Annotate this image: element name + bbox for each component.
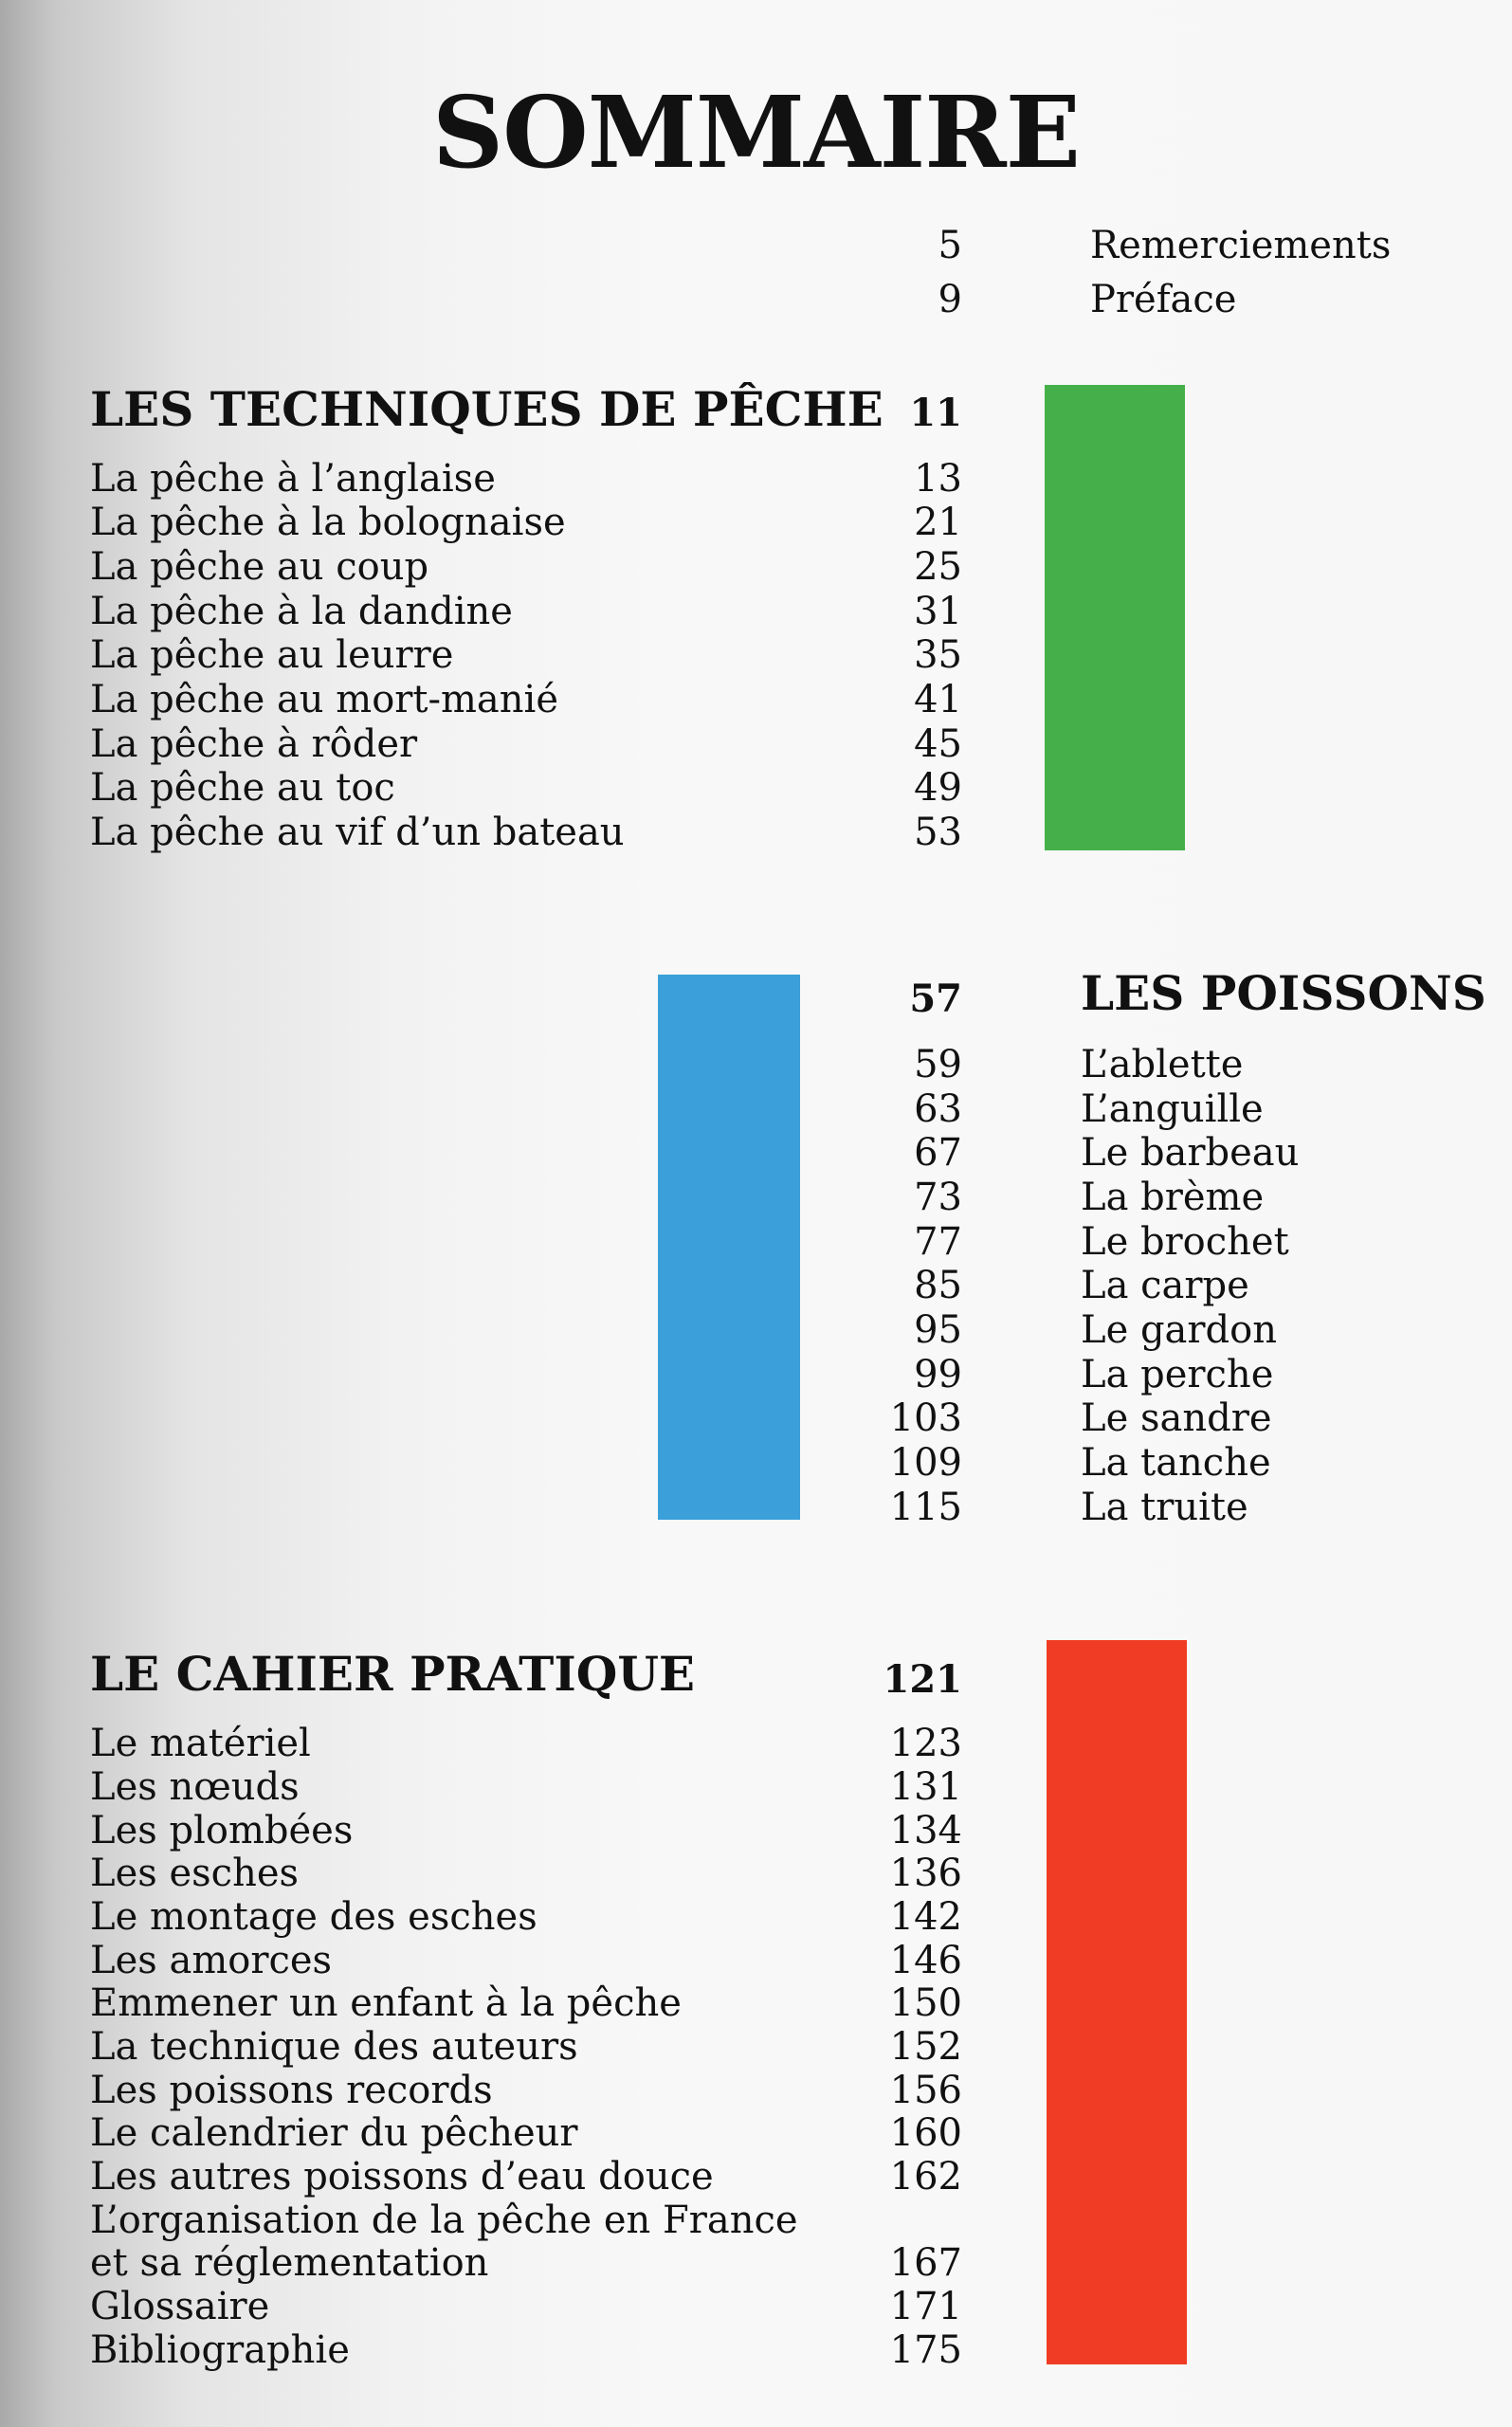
toc-item-page: 134 [889, 1809, 962, 1852]
toc-item-page [853, 2199, 962, 2243]
toc-item-label[interactable]: Les autres poissons d’eau douce [90, 2155, 714, 2199]
toc-item-label[interactable]: La carpe [1081, 1264, 1249, 1307]
toc-item-label[interactable]: Les amorces [90, 1939, 333, 1982]
toc-item-label[interactable]: La pêche au leurre [90, 633, 454, 677]
toc-item-label[interactable]: La pêche à l’anglaise [90, 457, 496, 501]
toc-item-label[interactable]: Les esches [90, 1852, 300, 1895]
toc-item-page: 13 [914, 457, 962, 501]
intro-label-preface[interactable]: Préface [1090, 278, 1237, 321]
toc-item-label[interactable]: Le montage des esches [90, 1895, 537, 1939]
toc-item-label[interactable]: Les nœuds [90, 1765, 300, 1809]
toc-item-label[interactable]: Bibliographie [90, 2328, 350, 2372]
toc-item-page: 59 [914, 1043, 962, 1086]
toc-item-label[interactable]: Le brochet [1081, 1220, 1289, 1264]
page-title: SOMMAIRE [432, 74, 1080, 191]
toc-item-page: 136 [889, 1852, 962, 1895]
toc-item-page: 67 [914, 1131, 962, 1175]
section-color-block-poissons [658, 975, 800, 1520]
section-title-poissons[interactable]: LES POISSONS [1081, 965, 1486, 1021]
toc-item-label[interactable]: La brème [1081, 1176, 1265, 1219]
toc-item-page: 103 [889, 1396, 962, 1440]
toc-item-page: 162 [889, 2155, 962, 2199]
toc-item-page: 146 [889, 1939, 962, 1982]
toc-item-label[interactable]: La pêche au vif d’un bateau [90, 811, 625, 854]
toc-item-page: 152 [889, 2025, 962, 2069]
section-page-poissons: 57 [909, 976, 962, 1021]
toc-item-label[interactable]: Emmener un enfant à la pêche [90, 1981, 682, 2025]
toc-item-page: 63 [914, 1087, 962, 1131]
toc-item-label[interactable]: et sa réglementation [90, 2241, 489, 2285]
section-page-cahier: 121 [883, 1657, 962, 1702]
toc-item-page: 167 [889, 2241, 962, 2285]
toc-item-label[interactable]: La pêche à la bolognaise [90, 501, 566, 544]
toc-item-label[interactable]: La pêche au toc [90, 766, 395, 810]
toc-item-label[interactable]: Le gardon [1081, 1308, 1277, 1352]
toc-item-page: 21 [914, 501, 962, 544]
section-page-techniques: 11 [909, 391, 962, 435]
toc-item-label[interactable]: Les poissons records [90, 2069, 493, 2112]
toc-item-page: 150 [889, 1981, 962, 2025]
intro-label-remerciements[interactable]: Remerciements [1090, 224, 1392, 267]
toc-item-page: 49 [914, 766, 962, 810]
toc-item-label[interactable]: La tanche [1081, 1441, 1271, 1485]
toc-item-label[interactable]: Glossaire [90, 2285, 270, 2328]
toc-item-label[interactable]: La pêche à la dandine [90, 590, 513, 633]
toc-item-label[interactable]: L’organisation de la pêche en France [90, 2199, 798, 2242]
toc-item-label[interactable]: Le calendrier du pêcheur [90, 2111, 578, 2155]
toc-item-label[interactable]: L’ablette [1081, 1043, 1244, 1086]
toc-item-page: 45 [914, 722, 962, 766]
toc-item-label[interactable]: Le barbeau [1081, 1131, 1300, 1175]
section-title-cahier[interactable]: LE CAHIER PRATIQUE [90, 1646, 696, 1702]
toc-item-page: 171 [889, 2285, 962, 2328]
toc-item-label[interactable]: La truite [1081, 1486, 1248, 1529]
toc-item-page: 131 [889, 1765, 962, 1809]
section-color-block-cahier [1047, 1640, 1187, 2364]
toc-item-page: 31 [914, 590, 962, 633]
toc-item-page: 35 [914, 633, 962, 677]
intro-page-preface: 9 [938, 278, 962, 321]
toc-item-label[interactable]: Le sandre [1081, 1396, 1272, 1440]
toc-item-page: 77 [914, 1220, 962, 1264]
toc-item-page: 142 [889, 1895, 962, 1939]
toc-item-page: 156 [889, 2069, 962, 2112]
toc-item-page: 175 [889, 2328, 962, 2372]
toc-item-label[interactable]: La technique des auteurs [90, 2025, 578, 2069]
toc-item-label[interactable]: Le matériel [90, 1722, 311, 1765]
section-color-block-techniques [1045, 385, 1185, 850]
toc-item-page: 160 [889, 2111, 962, 2155]
toc-item-page: 123 [889, 1722, 962, 1765]
toc-item-page: 41 [914, 678, 962, 721]
toc-item-page: 25 [914, 545, 962, 589]
toc-item-label[interactable]: La pêche au mort-manié [90, 678, 559, 721]
toc-item-page: 85 [914, 1264, 962, 1307]
toc-item-page: 99 [914, 1353, 962, 1396]
toc-item-label[interactable]: La pêche à rôder [90, 722, 418, 766]
toc-item-label[interactable]: La perche [1081, 1353, 1274, 1396]
intro-page-remerciements: 5 [938, 224, 962, 267]
toc-item-page: 95 [914, 1308, 962, 1352]
toc-item-label[interactable]: La pêche au coup [90, 545, 429, 589]
section-title-techniques[interactable]: LES TECHNIQUES DE PÊCHE [90, 381, 884, 437]
toc-item-page: 73 [914, 1176, 962, 1219]
toc-item-page: 109 [889, 1441, 962, 1485]
toc-item-label[interactable]: Les plombées [90, 1809, 354, 1852]
toc-item-page: 53 [914, 811, 962, 854]
toc-item-label[interactable]: L’anguille [1081, 1087, 1264, 1131]
toc-item-page: 115 [889, 1486, 962, 1529]
